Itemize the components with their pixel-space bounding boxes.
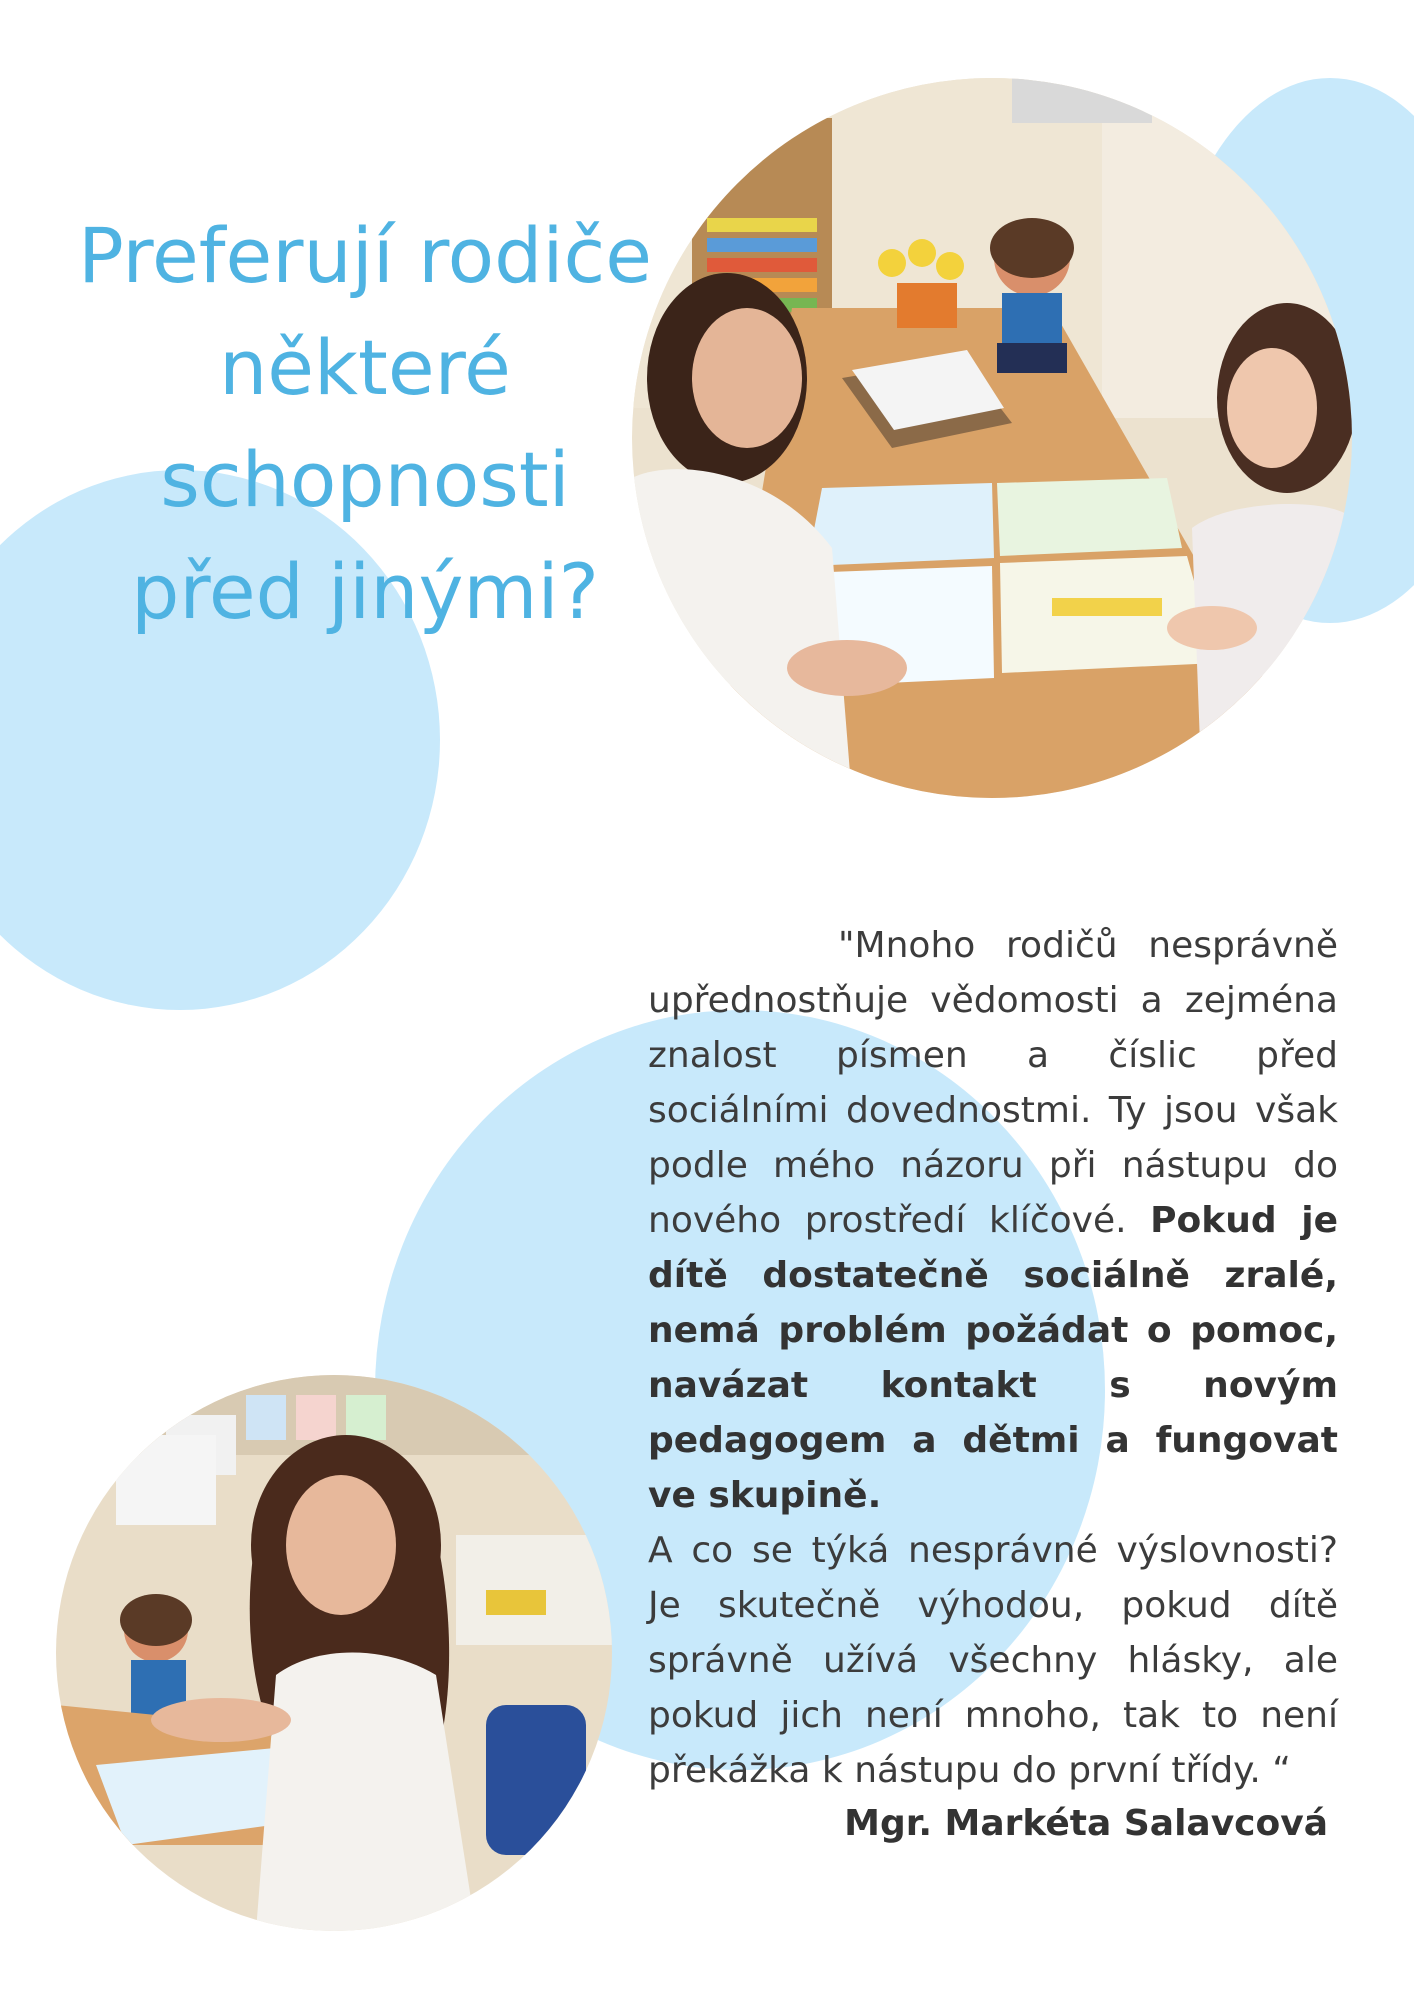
quote-paragraph-2: A co se týká nesprávné výslovnosti? Je skutečně výhodou, pokud dítě správně užívá všechny hlásky, ale pokud jich není mnoho, tak to není překážka k nástupu do první třídy. “ bbox=[648, 1530, 1338, 1791]
title-line-1: Preferují rodiče bbox=[77, 211, 653, 300]
quote-block bbox=[648, 918, 1338, 1798]
photo-therapy-session bbox=[632, 78, 1352, 798]
photo-teacher-portrait-illustration bbox=[56, 1375, 612, 1931]
title-line-3: schopnosti bbox=[160, 435, 570, 524]
quote-paragraph-1: "Mnoho rodičů nesprávně upřednostňuje vědomosti a zejména znalost písmen a číslic před sociálními dovednostmi. Ty jsou však podle mého názoru při nástupu do nového prostředí klíčové. bbox=[648, 925, 1338, 1241]
title-line-2: některé bbox=[219, 323, 511, 412]
title-line-4: před jinými? bbox=[131, 547, 599, 636]
quote-author: Mgr. Markéta Salavcová bbox=[844, 1803, 1328, 1844]
photo-teacher-portrait bbox=[56, 1375, 612, 1931]
quote-paragraph-1-bold: Pokud je dítě dostatečně sociálně zralé, nemá problém požádat o pomoc, navázat kontakt s novým pedagogem a dětmi a fungovat ve skupině. bbox=[648, 1200, 1338, 1516]
page-title bbox=[55, 200, 675, 648]
photo-therapy-session-illustration bbox=[632, 78, 1352, 798]
